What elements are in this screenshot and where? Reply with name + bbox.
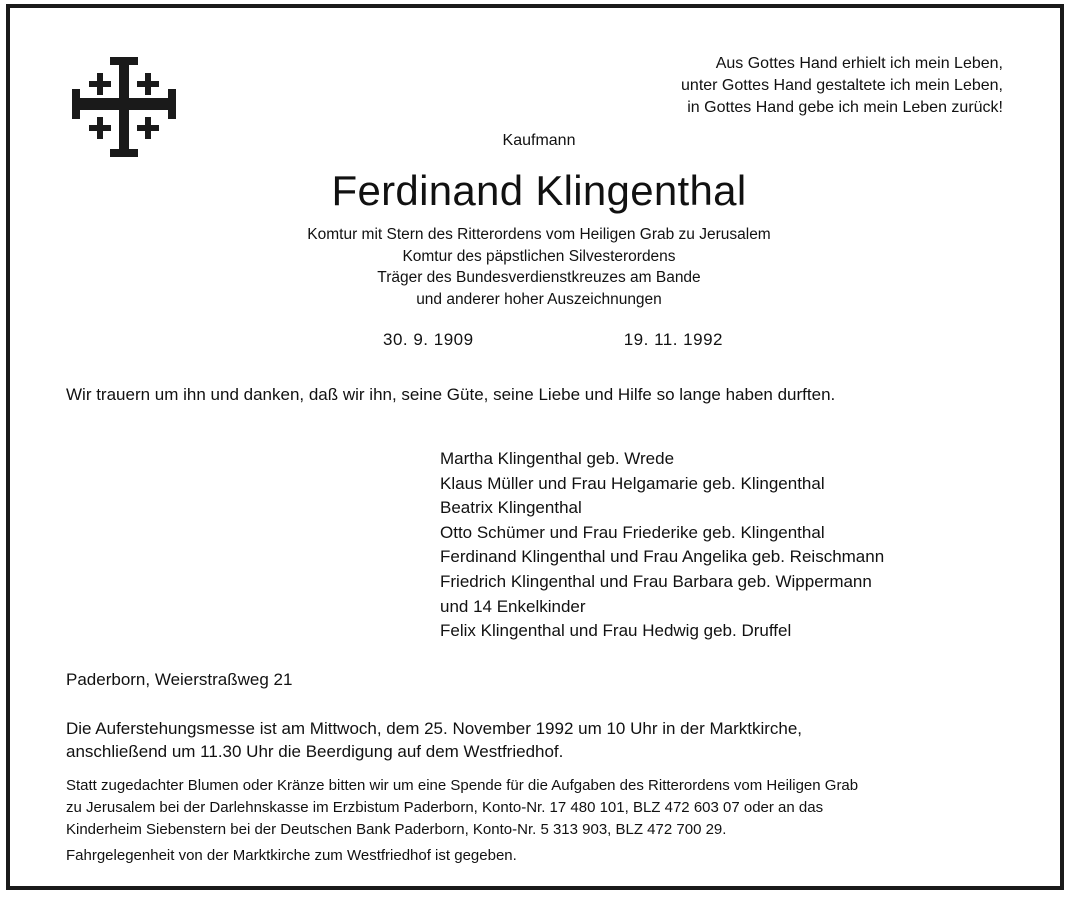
mourner-entry: Beatrix Klingenthal [440, 498, 582, 518]
motto-verse [681, 53, 1003, 119]
honor-line: und anderer hoher Auszeichnungen [416, 290, 662, 308]
mourning-statement: Wir trauern um ihn und danken, daß wir ihn, seine Güte, seine Liebe und Hilfe so lange haben durften. [66, 385, 836, 404]
obituary-frame [6, 4, 1064, 890]
motto-line: in Gottes Hand gebe ich mein Leben zurück! [687, 99, 1003, 116]
mourner-entry: Ferdinand Klingenthal und Frau Angelika geb. Reischmann [440, 547, 885, 567]
mourner-entry: Martha Klingenthal geb. Wrede [440, 449, 675, 468]
funeral-mass-notice [66, 717, 1006, 763]
motto-line: Aus Gottes Hand erhielt ich mein Leben, [715, 55, 1003, 72]
donation-line: Kinderheim Siebenstern bei der Deutschen Bank Paderborn, Konto-Nr. 5 313 903, BLZ 472 700 29. [66, 821, 727, 838]
mass-line: Die Auferstehungsmesse ist am Mittwoch, dem 25. November 1992 um 10 Uhr in der Marktkirche, [66, 719, 803, 738]
motto-line: unter Gottes Hand gestaltete ich mein Leben, [681, 77, 1003, 94]
deceased-name: Ferdinand Klingenthal [331, 167, 747, 214]
honor-line: Komtur des päpstlichen Silvesterordens [402, 247, 676, 265]
mourners-list [440, 447, 884, 644]
honor-line: Träger des Bundesverdienstkreuzes am Bande [377, 269, 701, 286]
honors-list [10, 224, 1068, 310]
mourner-entry: Klaus Müller und Frau Helgamarie geb. Klingenthal [440, 473, 825, 493]
honor-line: Komtur mit Stern des Ritterordens vom Heiligen Grab zu Jerusalem [307, 226, 771, 243]
mourner-entry: Felix Klingenthal und Frau Hedwig geb. Druffel [440, 621, 792, 641]
mourner-entry: Otto Schümer und Frau Friederike geb. Klingenthal [440, 522, 825, 542]
mass-line: anschließend um 11.30 Uhr die Beerdigung auf dem Westfriedhof. [66, 742, 564, 761]
donation-request [66, 775, 1006, 841]
mourner-entry: und 14 Enkelkinder [440, 596, 586, 616]
mourner-entry: Friedrich Klingenthal und Frau Barbara geb. Wippermann [440, 571, 872, 591]
life-dates [383, 330, 723, 350]
death-date: 19. 11. 1992 [623, 330, 723, 349]
family-address: Paderborn, Weierstraßweg 21 [66, 670, 293, 689]
donation-line: zu Jerusalem bei der Darlehnskasse im Erzbistum Paderborn, Konto-Nr. 17 480 101, BLZ 472 603 07 oder an das [66, 799, 824, 816]
profession: Kaufmann [502, 132, 576, 149]
birth-date: 30. 9. 1909 [383, 330, 474, 349]
donation-line: Statt zugedachter Blumen oder Kränze bitten wir um eine Spende für die Aufgaben des Ritterordens vom Heiligen Grab [66, 777, 859, 794]
transport-notice: Fahrgelegenheit von der Marktkirche zum Westfriedhof ist gegeben. [66, 847, 517, 864]
